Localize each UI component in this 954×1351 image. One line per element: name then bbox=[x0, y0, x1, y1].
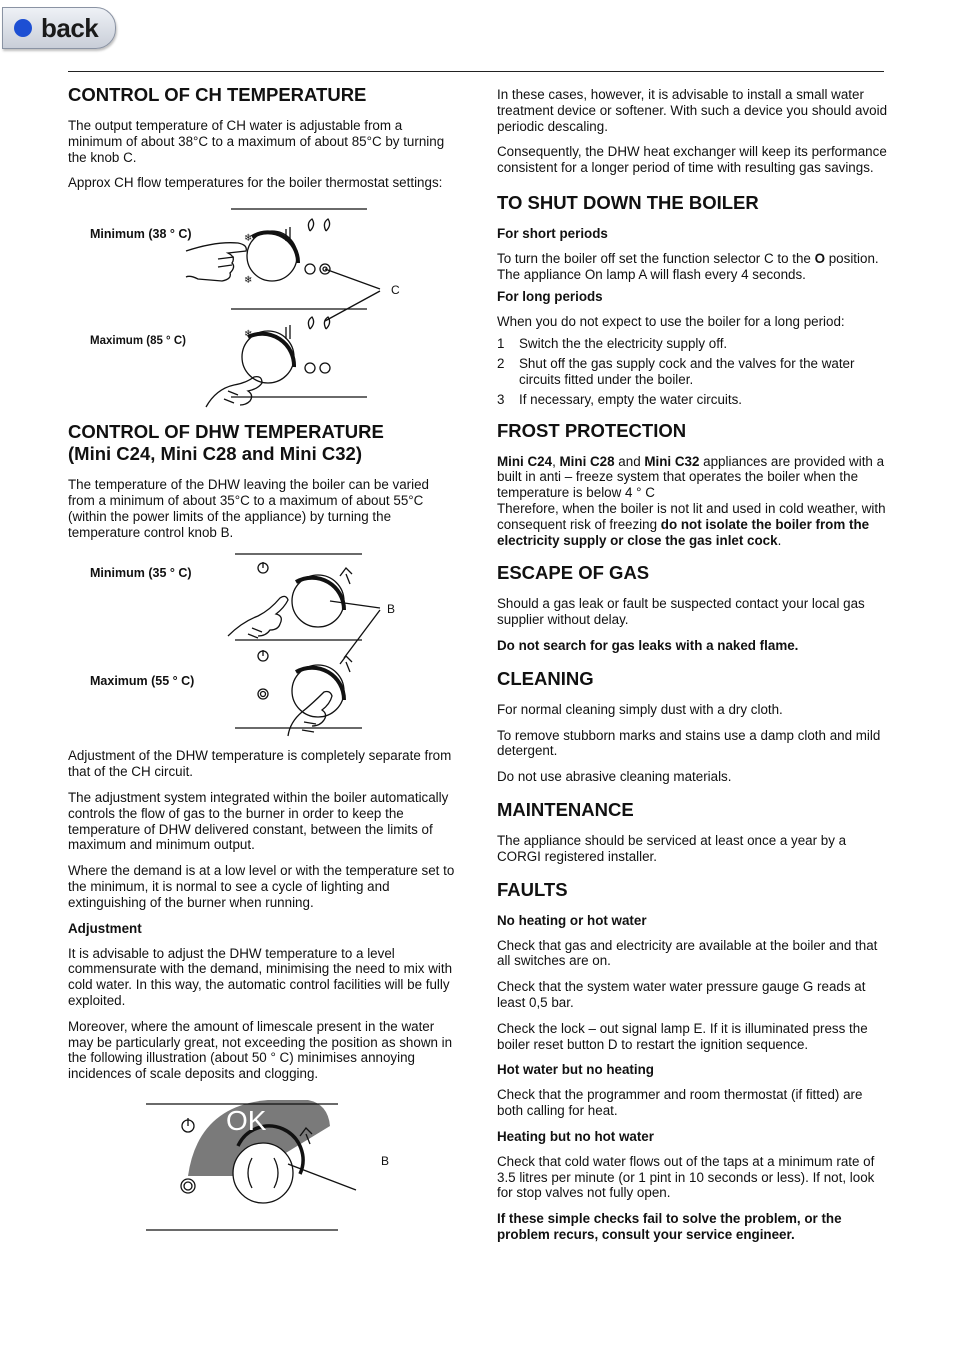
cleaning-paragraph-1: For normal cleaning simply dust with a dry cloth. bbox=[497, 701, 783, 717]
step-number: 3 bbox=[497, 391, 505, 407]
step-number: 1 bbox=[497, 336, 505, 352]
adjust-paragraph-5: Moreover, where the amount of limescale present in the water may be particularly great, not exceeding the position as shown in the following illustration (about 50 ° C) minimises annoying incidences of scale deposits and clogging. bbox=[68, 1018, 453, 1082]
short-text-lamp: The appliance On lamp A will flash every 4 seconds. bbox=[497, 266, 806, 282]
short-text-c: position. bbox=[825, 250, 879, 266]
gas-paragraph-2: Do not search for gas leaks with a naked flame. bbox=[497, 637, 799, 653]
faults-heading: FAULTS bbox=[497, 878, 568, 900]
list-item bbox=[497, 356, 889, 388]
shutdown-heading: TO SHUT DOWN THE BOILER bbox=[497, 191, 759, 213]
dhw-callout-b: B bbox=[387, 602, 396, 617]
short-text-bold-o: O bbox=[814, 250, 826, 266]
final-advice: If these simple checks fail to solve the problem, or the problem recurs, consult your service engineer. bbox=[497, 1211, 842, 1243]
fault-2-subheading: Hot water but no heating bbox=[497, 1062, 654, 1078]
short-periods-paragraph bbox=[497, 251, 889, 283]
gas-heading: ESCAPE OF GAS bbox=[497, 562, 650, 584]
intro-paragraph-2: Consequently, the DHW heat exchanger will keep its performance consistent for a longer period of time with resulting gas savings. bbox=[497, 144, 887, 176]
adjust-paragraph-2: The adjustment system integrated within the boiler automatically controls the flow of gas to the burner in order to keep the temperature of DHW delivered constant, between the limits of maximum and minimum output. bbox=[68, 789, 449, 853]
long-periods-subheading: For long periods bbox=[497, 288, 603, 304]
step-text: If necessary, empty the water circuits. bbox=[519, 391, 743, 407]
ch-paragraph-1: The output temperature of CH water is adjustable from a minimum of about 38°C to a maximum of about 85°C by turning the knob C. bbox=[68, 118, 445, 165]
adjust-paragraph-3: Where the demand is at a low level or with the temperature set to the minimum, it is normal to see a cycle of lighting and extinguishing of the burner when running. bbox=[68, 863, 455, 910]
step-text: Shut off the gas supply cock and the valves for the water circuits fitted under the boiler. bbox=[519, 356, 855, 387]
ch-maximum-label: Maximum (85 ° C) bbox=[90, 335, 186, 348]
maintenance-heading: MAINTENANCE bbox=[497, 798, 634, 820]
cleaning-heading: CLEANING bbox=[497, 667, 594, 689]
svg-text:❄: ❄ bbox=[244, 233, 253, 245]
fault-3-paragraph: Check that cold water flows out of the taps at a minimum rate of 3.5 litres per minute (or 1 pint in 10 seconds or less). If not, look for stop valves not fully open. bbox=[497, 1153, 875, 1201]
frost-and: and bbox=[614, 453, 645, 469]
step-number: 2 bbox=[497, 356, 505, 372]
frost-heading: FROST PROTECTION bbox=[497, 419, 687, 441]
frost-text-2: Therefore, when the boiler is not lit and used in cold weather, with consequent risk of freezing bbox=[497, 500, 886, 532]
step-text: Switch the the electricity supply off. bbox=[519, 336, 728, 352]
adjust-paragraph-4: It is advisable to adjust the DHW temperature to a level commensurate with the demand, minimising the need to mix with cold water. In this way, the automatic control facilities will be fully exploited. bbox=[68, 945, 453, 1008]
long-periods-paragraph: When you do not expect to use the boiler for a long period: bbox=[497, 313, 845, 329]
frost-model-3: Mini C32 bbox=[644, 453, 700, 469]
adjustment-subheading: Adjustment bbox=[68, 920, 142, 936]
ch-callout-c: C bbox=[391, 283, 400, 298]
ok-text: OK bbox=[226, 1104, 267, 1136]
right-column bbox=[497, 87, 889, 1253]
ch-heading: CONTROL OF CH TEMPERATURE bbox=[68, 84, 367, 105]
frost-warning: do not isolate the boiler from the electricity supply or close the gas inlet cock bbox=[497, 516, 870, 548]
ch-knob-figure bbox=[68, 201, 456, 409]
adjust-paragraph-1: Adjustment of the DHW temperature is completely separate from that of the CH circuit. bbox=[68, 748, 452, 780]
fault-3-subheading: Heating but no hot water bbox=[497, 1128, 654, 1144]
intro-paragraph-1: In these cases, however, it is advisable to install a small water treatment device or softener. With such a device you should avoid periodic descaling. bbox=[497, 87, 888, 134]
frost-model-1: Mini C24 bbox=[497, 453, 553, 469]
scale-callout-b: B bbox=[381, 1153, 390, 1168]
back-button[interactable] bbox=[2, 7, 116, 49]
cleaning-paragraph-3: Do not use abrasive cleaning materials. bbox=[497, 769, 732, 785]
left-column bbox=[68, 84, 456, 1246]
gas-paragraph-1: Should a gas leak or fault be suspected contact your local gas supplier without delay. bbox=[497, 596, 865, 628]
short-periods-subheading: For short periods bbox=[497, 225, 608, 241]
dhw-heading bbox=[68, 421, 456, 465]
dhw-knob-figure bbox=[68, 546, 456, 738]
short-text-a: To turn the boiler off set the function selector C to the bbox=[497, 250, 815, 266]
frost-text-1: appliances are provided with a built in anti – freeze system that operates the boiler when the temperature is below 4 ° C bbox=[497, 453, 885, 501]
ch-paragraph-2: Approx CH flow temperatures for the boiler thermostat settings: bbox=[68, 175, 443, 191]
fault-1-paragraph-1: Check that gas and electricity are available at the boiler and that all switches are on. bbox=[497, 937, 878, 969]
fault-2-paragraph: Check that the programmer and room thermostat (if fitted) are both calling for heat. bbox=[497, 1087, 863, 1119]
scale-knob-illustration bbox=[68, 1096, 456, 1246]
list-item bbox=[497, 336, 889, 352]
bullet-dot-icon bbox=[14, 19, 32, 37]
frost-sep: , bbox=[552, 453, 560, 469]
back-button-label: back bbox=[41, 12, 99, 43]
svg-text:❄: ❄ bbox=[244, 329, 253, 341]
long-periods-steps bbox=[497, 336, 889, 407]
cleaning-paragraph-2: To remove stubborn marks and stains use a damp cloth and mild detergent. bbox=[497, 727, 881, 759]
fault-1-paragraph-2: Check that the system water water pressure gauge G reads at least 0,5 bar. bbox=[497, 979, 866, 1010]
maintenance-paragraph: The appliance should be serviced at least once a year by a CORGI registered installer. bbox=[497, 832, 847, 864]
dhw-paragraph-1: The temperature of the DHW leaving the boiler can be varied from a minimum of about 35°C to a maximum of about 55°C (within the power limits of the appliance) by turning the temperature control knob B. bbox=[68, 477, 429, 540]
dhw-heading-line-1: CONTROL OF DHW TEMPERATURE bbox=[68, 421, 384, 443]
fault-1-subheading: No heating or hot water bbox=[497, 912, 647, 928]
header-divider bbox=[68, 71, 884, 72]
list-item bbox=[497, 392, 889, 408]
dhw-heading-line-2: (Mini C24, Mini C28 and Mini C32) bbox=[68, 443, 362, 465]
frost-model-2: Mini C28 bbox=[559, 453, 615, 469]
dhw-minimum-label: Minimum (35 ° C) bbox=[90, 566, 192, 581]
dhw-maximum-label: Maximum (55 ° C) bbox=[90, 674, 195, 689]
ch-minimum-label: Minimum (38 ° C) bbox=[90, 227, 192, 242]
fault-1-paragraph-3: Check the lock – out signal lamp E. If it is illuminated press the boiler reset button D to restart the ignition sequence. bbox=[497, 1020, 868, 1052]
svg-text:❄: ❄ bbox=[244, 275, 253, 287]
frost-paragraph bbox=[497, 454, 889, 549]
scale-knob-figure bbox=[68, 1096, 456, 1246]
frost-end: . bbox=[777, 532, 782, 548]
